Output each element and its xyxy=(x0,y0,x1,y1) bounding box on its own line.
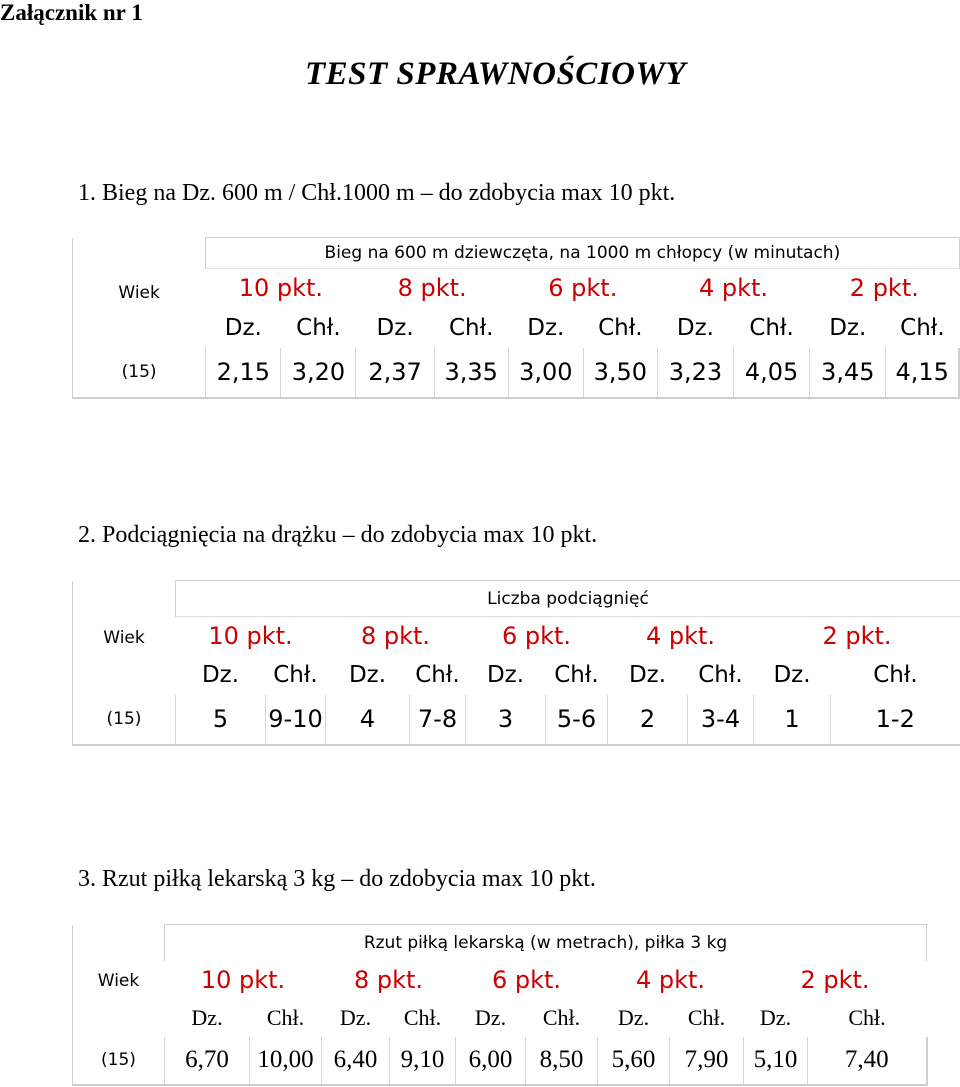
gender-header: Dz. xyxy=(339,1004,372,1030)
gender-header: Dz. xyxy=(486,661,525,688)
medicine-ball-table xyxy=(72,924,928,1086)
points-header: 6 pkt. xyxy=(466,617,608,655)
run-table xyxy=(72,237,960,399)
score-cell: 3,23 xyxy=(657,348,733,398)
age-header: Wiek xyxy=(73,238,206,348)
age-value: (15) xyxy=(73,1037,165,1085)
gender-header: Dz. xyxy=(759,1004,792,1030)
age-value: (15) xyxy=(73,695,176,745)
age-header: Wiek xyxy=(73,581,176,695)
score-cell: 7-8 xyxy=(410,695,466,745)
score-cell: 5-6 xyxy=(546,695,608,745)
gender-header: Chł. xyxy=(873,661,918,688)
gender-header: Dz. xyxy=(617,1004,650,1030)
gender-header: Dz. xyxy=(773,661,811,688)
section-heading-medicine-ball: 3. Rzut piłką lekarską 3 kg – do zdobycia max 10 pkt. xyxy=(78,866,596,892)
points-header: 8 pkt. xyxy=(356,269,508,308)
table-caption: Bieg na 600 m dziewczęta, na 1000 m chłopcy (w minutach) xyxy=(206,238,959,269)
score-cell: 1-2 xyxy=(831,695,960,745)
score-cell: 8,50 xyxy=(526,1037,598,1085)
score-cell: 6,40 xyxy=(322,1037,390,1085)
score-cell: 3,35 xyxy=(434,348,508,398)
section-heading-pullups: 2. Podciągnięcia na drążku – do zdobycia max 10 pkt. xyxy=(78,522,598,548)
gender-header: Chł. xyxy=(403,1004,442,1030)
gender-header: Chł. xyxy=(598,314,643,341)
points-header: 10 pkt. xyxy=(200,965,286,994)
score-cell: 4,05 xyxy=(734,348,810,398)
attachment-label: Załącznik nr 1 xyxy=(0,0,143,25)
table-caption: Rzut piłką lekarską (w metrach), piłka 3 kg xyxy=(165,925,927,961)
score-cell: 5,10 xyxy=(744,1037,808,1085)
gender-header: Dz. xyxy=(348,661,387,688)
section-heading-run: 1. Bieg na Dz. 600 m / Chł.1000 m – do zdobycia max 10 pkt. xyxy=(78,180,676,206)
gender-header: Dz. xyxy=(224,314,262,341)
gender-header: Chł. xyxy=(273,661,318,688)
score-cell: 3,00 xyxy=(508,348,583,398)
gender-header: Chł. xyxy=(448,314,494,341)
points-header: 8 pkt. xyxy=(326,617,466,655)
score-cell: 10,00 xyxy=(250,1037,322,1085)
points-header: 10 pkt. xyxy=(176,617,326,655)
gender-header: Dz. xyxy=(676,314,714,341)
gender-header: Chł. xyxy=(698,661,743,688)
score-cell: 7,90 xyxy=(670,1037,744,1085)
score-cell: 3,20 xyxy=(281,348,356,398)
score-cell: 4 xyxy=(326,695,410,745)
score-cell: 9,10 xyxy=(390,1037,456,1085)
score-cell: 9-10 xyxy=(266,695,326,745)
score-cell: 7,40 xyxy=(808,1037,927,1085)
score-cell: 1 xyxy=(754,695,831,745)
points-header: 4 pkt. xyxy=(657,269,809,308)
gender-header: Dz. xyxy=(829,314,867,341)
gender-header: Dz. xyxy=(191,1004,223,1030)
document-title: TEST SPRAWNOŚCIOWY xyxy=(305,56,686,92)
gender-header: Chł. xyxy=(415,661,460,688)
gender-header: Dz. xyxy=(201,661,240,688)
gender-header: Chł. xyxy=(296,314,341,341)
points-header: 6 pkt. xyxy=(491,965,562,994)
points-header: 2 pkt. xyxy=(810,269,959,308)
gender-header: Chł. xyxy=(266,1004,305,1030)
age-header: Wiek xyxy=(73,925,165,1037)
score-cell: 6,00 xyxy=(456,1037,526,1085)
points-header: 10 pkt. xyxy=(206,269,356,308)
table-caption: Liczba podciągnięć xyxy=(176,581,960,617)
gender-header: Dz. xyxy=(527,314,565,341)
gender-header: Chł. xyxy=(900,314,945,341)
gender-header: Dz. xyxy=(376,314,414,341)
score-cell: 2 xyxy=(608,695,688,745)
points-header: 2 pkt. xyxy=(754,617,960,655)
score-cell: 5,60 xyxy=(598,1037,670,1085)
score-cell: 3 xyxy=(466,695,546,745)
pullups-table xyxy=(72,580,960,746)
gender-header: Chł. xyxy=(542,1004,581,1030)
score-cell: 3-4 xyxy=(688,695,754,745)
gender-header: Chł. xyxy=(687,1004,726,1030)
gender-header: Chł. xyxy=(749,314,794,341)
gender-header: Dz. xyxy=(628,661,667,688)
score-cell: 5 xyxy=(176,695,266,745)
gender-header: Chł. xyxy=(554,661,599,688)
points-header: 8 pkt. xyxy=(353,965,424,994)
score-cell: 2,15 xyxy=(206,348,281,398)
score-cell: 3,50 xyxy=(583,348,657,398)
gender-header: Chł. xyxy=(848,1004,886,1030)
score-cell: 2,37 xyxy=(356,348,434,398)
score-cell: 3,45 xyxy=(810,348,886,398)
age-value: (15) xyxy=(73,348,206,398)
score-cell: 4,15 xyxy=(886,348,959,398)
gender-header: Dz. xyxy=(474,1004,507,1030)
points-header: 4 pkt. xyxy=(635,965,706,994)
points-header: 2 pkt. xyxy=(800,965,870,994)
score-cell: 6,70 xyxy=(165,1037,250,1085)
points-header: 4 pkt. xyxy=(608,617,754,655)
points-header: 6 pkt. xyxy=(508,269,657,308)
